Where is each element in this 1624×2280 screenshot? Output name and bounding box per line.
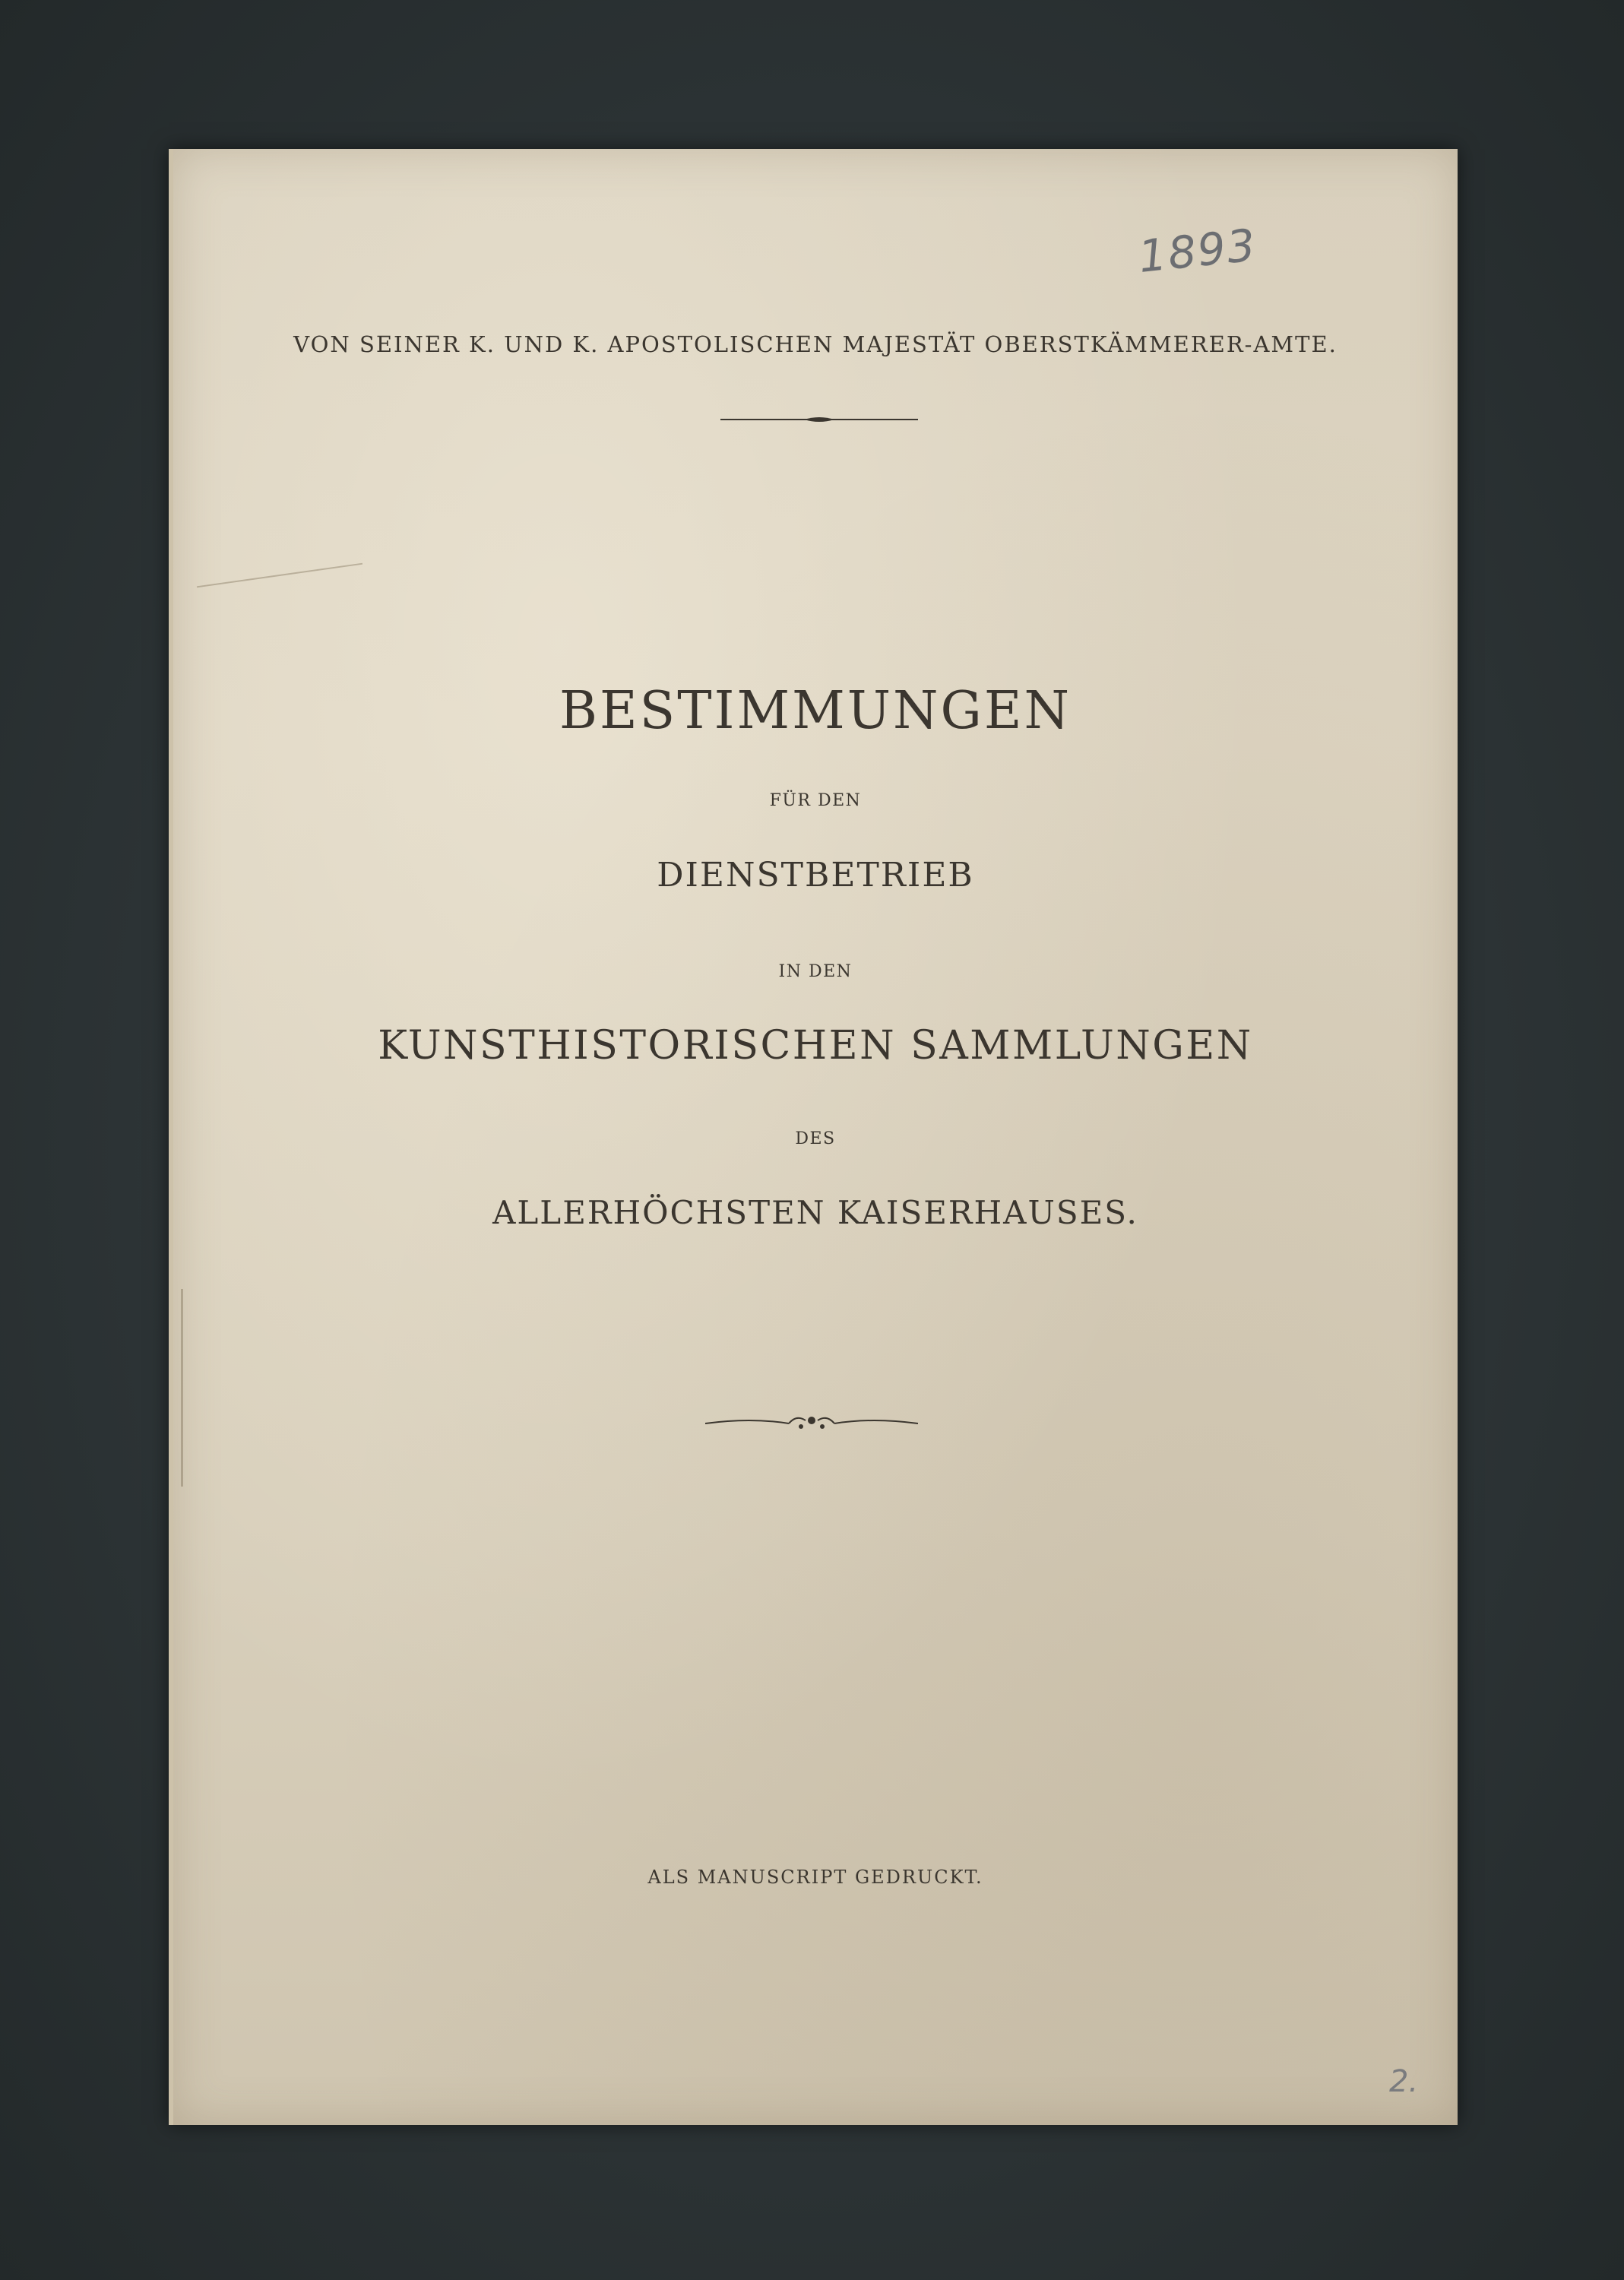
document-page — [169, 149, 1458, 2125]
decorative-flourish — [705, 1407, 918, 1437]
title-connector-1: FÜR DEN — [769, 791, 862, 810]
handwritten-page-number: 2. — [1389, 2064, 1419, 2099]
title-line-4: ALLERHÖCHSTEN KAISERHAUSES. — [492, 1194, 1138, 1231]
imprint-line: ALS MANUSCRIPT GEDRUCKT. — [647, 1867, 983, 1888]
handwritten-year-note: 1893 — [1135, 219, 1259, 283]
issuing-authority-line: VON SEINER K. UND K. APOSTOLISCHEN MAJESTÄT OBERSTKÄMMERER-AMTE. — [293, 331, 1338, 357]
paper-crease — [197, 563, 362, 588]
title-connector-2: IN DEN — [778, 962, 853, 981]
paper-crease — [181, 1289, 183, 1487]
title-connector-3: DES — [795, 1129, 836, 1148]
top-rule-ornament — [720, 412, 918, 427]
title-line-3: KUNSTHISTORISCHEN SAMMLUNGEN — [378, 1023, 1253, 1069]
title-line-2: DIENSTBETRIEB — [657, 856, 974, 895]
document-title: BESTIMMUNGEN — [559, 681, 1072, 741]
